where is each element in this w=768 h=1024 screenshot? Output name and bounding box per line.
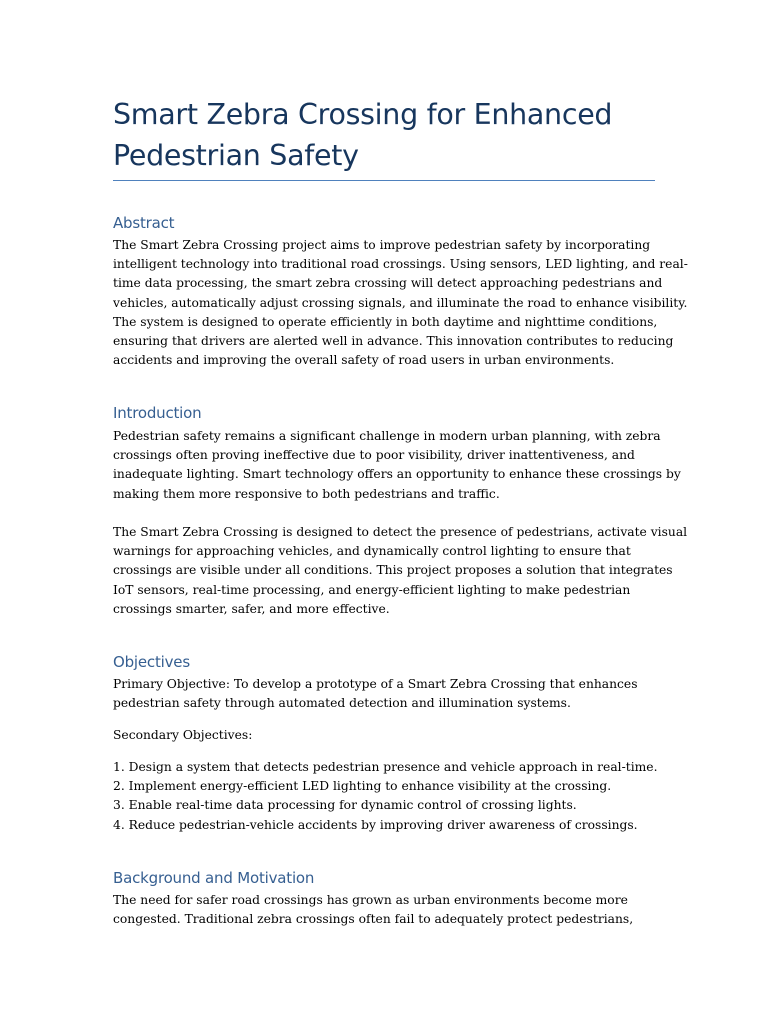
text-line: crossings smarter, safer, and more effective. [113, 601, 390, 616]
list-item: 2. Implement energy-efficient LED lighting to enhance visibility at the crossing. [113, 779, 612, 794]
text-line: ensuring that drivers are alerted well in advance. This innovation contributes to reducing [113, 334, 674, 349]
objectives-paragraph-1 [113, 675, 673, 713]
text-line: making them more responsive to both pedestrians and traffic. [113, 486, 500, 501]
text-line: The need for safer road crossings has grown as urban environments become more [113, 893, 628, 907]
text-line: vehicles, automatically adjust crossing signals, and illuminate the road to enhance visibility. [113, 295, 688, 310]
text-line: accidents and improving the overall safety of road users in urban environments. [113, 353, 615, 368]
title-line: Smart Zebra Crossing for Enhanced [113, 98, 613, 131]
background-paragraph-1 [113, 891, 673, 929]
title-line: Pedestrian Safety [113, 139, 359, 172]
list-item: 4. Reduce pedestrian-vehicle accidents by improving driver awareness of crossings. [113, 817, 638, 832]
text-line: Pedestrian safety remains a significant challenge in modern urban planning, with zebra [113, 429, 661, 443]
objectives-paragraph-2 [113, 726, 673, 745]
text-line: Primary Objective: To develop a prototype of a Smart Zebra Crossing that enhances [113, 677, 638, 691]
list-item: 3. Enable real-time data processing for dynamic control of crossing lights. [113, 798, 577, 813]
heading-objectives: Objectives [113, 653, 190, 671]
abstract-paragraph [113, 236, 688, 370]
text-line: The Smart Zebra Crossing project aims to improve pedestrian safety by incorporating [113, 238, 651, 252]
title-divider [113, 180, 655, 181]
text-line: crossings are visible under all conditions. This project proposes a solution that integrates [113, 563, 673, 578]
text-line: The Smart Zebra Crossing is designed to detect the presence of pedestrians, activate visual [113, 525, 688, 539]
text-line: warnings for approaching vehicles, and dynamically control lighting to ensure that [113, 544, 631, 559]
introduction-paragraph-1 [113, 427, 681, 504]
heading-abstract: Abstract [113, 214, 175, 232]
objectives-list [113, 758, 673, 835]
text-line: inadequate lighting. Smart technology offers an opportunity to enhance these crossings by [113, 467, 681, 482]
text-line: IoT sensors, real-time processing, and energy-efficient lighting to make pedestrian [113, 582, 631, 597]
text-line: pedestrian safety through automated detection and illumination systems. [113, 696, 571, 711]
heading-introduction: Introduction [113, 404, 202, 422]
document-title [113, 94, 673, 176]
heading-background-motivation: Background and Motivation [113, 869, 315, 887]
text-line: The system is designed to operate efficiently in both daytime and nighttime conditions, [113, 314, 658, 329]
list-item: 1. Design a system that detects pedestrian presence and vehicle approach in real-time. [113, 760, 658, 774]
text-line: Secondary Objectives: [113, 728, 253, 742]
text-line: time data processing, the smart zebra crossing will detect approaching pedestrians and [113, 276, 663, 291]
text-line: intelligent technology into traditional road crossings. Using sensors, LED lighting, and real- [113, 257, 688, 272]
text-line: crossings often proving ineffective due to poor visibility, driver inattentiveness, and [113, 448, 635, 463]
text-line: congested. Traditional zebra crossings often fail to adequately protect pedestrians, [113, 912, 634, 927]
introduction-paragraph-2 [113, 523, 688, 619]
